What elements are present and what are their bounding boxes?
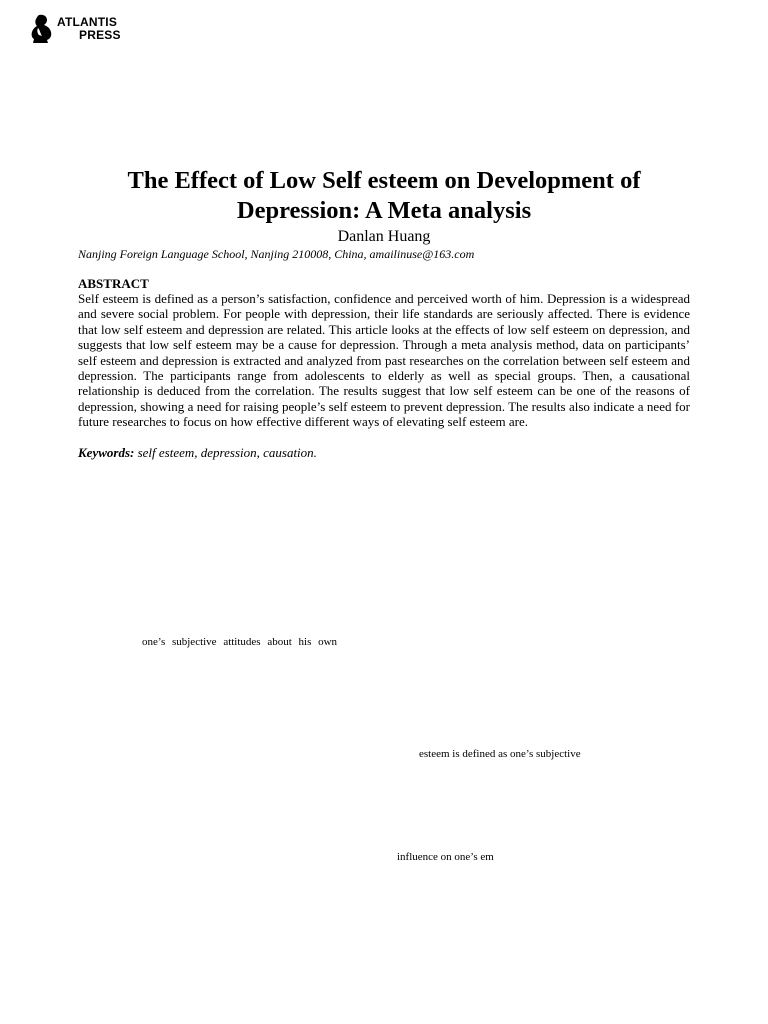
publisher-name-line2: PRESS [79, 28, 121, 42]
keywords-label: Keywords: [78, 445, 135, 460]
publisher-logo [30, 14, 121, 44]
abstract-heading: ABSTRACT [78, 276, 149, 291]
thinker-silhouette-icon [30, 14, 54, 44]
publisher-name-line1: ATLANTIS [57, 15, 118, 29]
keywords-text: self esteem, depression, causation. [134, 445, 317, 460]
text-fragment-1: one’s subjective attitudes about his own [142, 636, 338, 648]
paper-title-line2: Depression: A Meta analysis [236, 197, 532, 224]
text-fragment-3: influence on one’s em [397, 851, 494, 863]
publisher-name [57, 16, 121, 42]
paper-title [0, 166, 768, 226]
author-affiliation: Nanjing Foreign Language School, Nanjing 210008, China, amailinuse@163.com [78, 247, 475, 261]
keywords-line [78, 445, 317, 460]
abstract-body: Self esteem is defined as a person’s satisfaction, confidence and perceived worth of him. Depression is a widespread and severe social problem. For people with depression, their life standards are seriously affected. There is evidence that low self esteem and depression are related. This article looks at the effects of low self esteem on depression, and suggests that low self esteem may be a cause for depression. Through a meta analysis method, data on participants’ self esteem and depression is extracted and analyzed from past researches on the correlation between self esteem and depression. The participants range from adolescents to elderly as well as special groups. Then, a causational relationship is deduced from the correlation. The results suggest that low self esteem can be one of the reasons of depression, showing a need for raising people’s self esteem to prevent depression. The results also indicate a need for future researches to focus on how effective different ways of elevating self esteem are. [78, 291, 690, 430]
author-name: Danlan Huang [337, 228, 431, 245]
text-fragment-2: esteem is defined as one’s subjective [419, 748, 581, 760]
paper-title-line1: The Effect of Low Self esteem on Development of [127, 167, 641, 194]
